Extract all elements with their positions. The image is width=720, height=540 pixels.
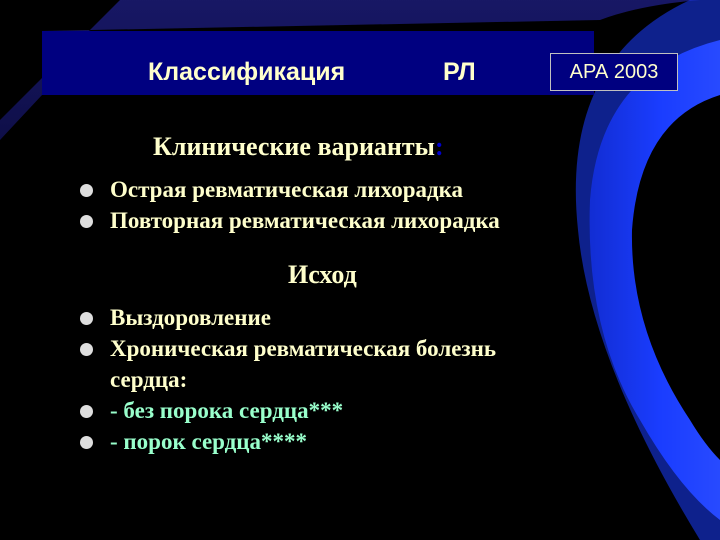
- section-heading-outcome: Исход: [288, 260, 357, 289]
- list-item: [78, 302, 496, 333]
- clinical-heading-text: Клинические варианты: [153, 132, 435, 161]
- list-item: [78, 395, 496, 426]
- bullet-icon: [80, 405, 93, 418]
- bullet-icon: [80, 436, 93, 449]
- bullet-icon: [80, 215, 93, 228]
- bullet-icon: [80, 312, 93, 325]
- list-item-continuation: [78, 364, 496, 395]
- clinical-variants-list: [78, 174, 500, 236]
- bullet-icon: [80, 343, 93, 356]
- clinical-heading-colon: :: [434, 132, 444, 161]
- list-item: [78, 426, 496, 457]
- list-item-text: Выздоровление: [110, 305, 271, 330]
- list-item: [78, 205, 500, 236]
- outcome-list: [78, 302, 496, 457]
- list-item: [78, 174, 500, 205]
- slide-title: Классификация: [148, 58, 346, 86]
- list-item: [78, 333, 496, 364]
- list-item-text: сердца:: [110, 367, 188, 392]
- list-item-text: - без порока сердца***: [110, 398, 344, 423]
- apa-badge: АРА 2003: [550, 53, 678, 91]
- list-item-text: Хроническая ревматическая болезнь: [110, 336, 497, 361]
- bullet-icon: [80, 184, 93, 197]
- title-abbreviation: РЛ: [443, 58, 476, 86]
- section-heading-clinical: [153, 131, 444, 163]
- list-item-text: Острая ревматическая лихорадка: [110, 177, 464, 202]
- list-item-text: Повторная ревматическая лихорадка: [110, 208, 500, 233]
- list-item-text: - порок сердца****: [110, 429, 308, 454]
